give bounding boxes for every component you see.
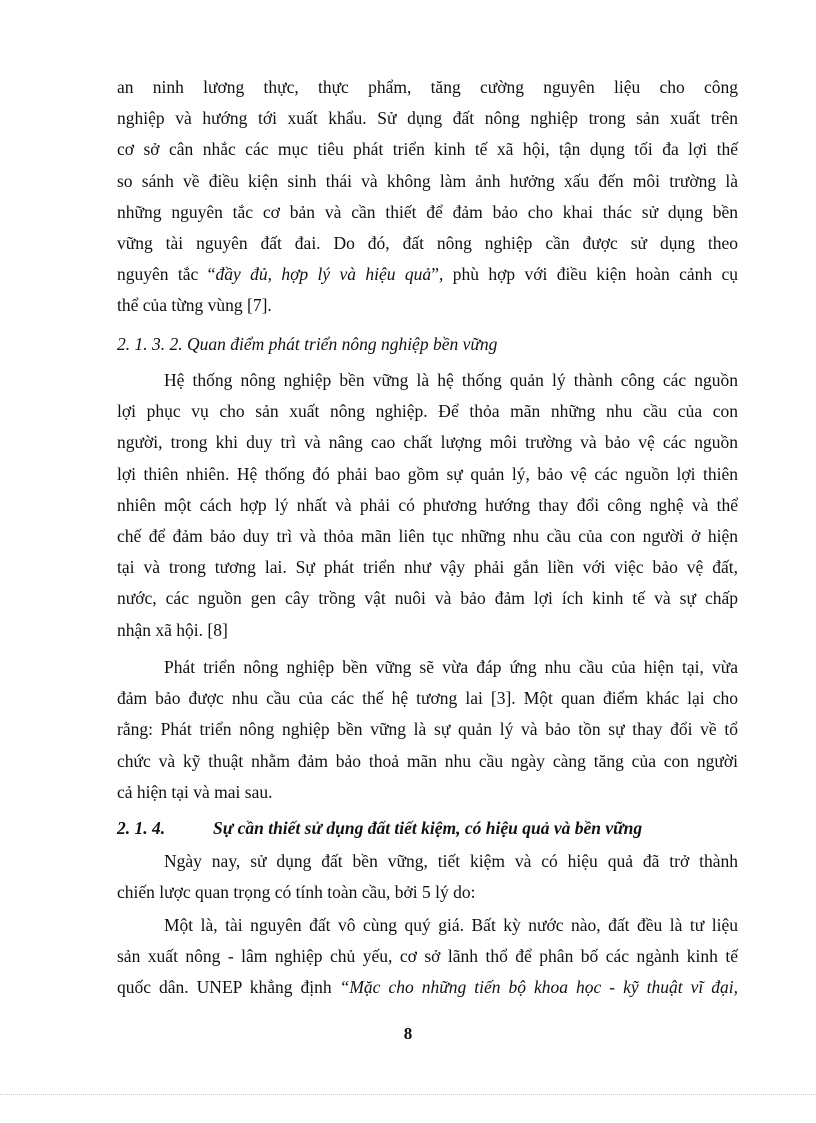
text-line: chế để đảm bảo duy trì và thỏa mãn liên tục những nhu cầu của con người ở hiện — [117, 525, 738, 546]
text-line: lợi phục vụ cho sản xuất nông nghiệp. Để thỏa mãn những nhu cầu của con — [117, 401, 738, 422]
text-line: sản xuất nông - lâm nghiệp chủ yếu, cơ sở lãnh thổ để phân bố các ngành kinh tế — [117, 946, 738, 967]
text-line: những nguyên tắc cơ bản và cần thiết để đảm bảo cho khai thác sử dụng bền — [117, 201, 738, 222]
text-run: quốc dân. UNEP khẳng định — [117, 977, 340, 998]
italic-quote: đầy đủ, hợp lý và hiệu quả — [215, 264, 432, 285]
section-heading-2-1-3-2: 2. 1. 3. 2. Quan điểm phát triển nông nghiệp bền vững — [117, 334, 498, 354]
text-line — [117, 972, 738, 1003]
text-line: đảm bảo được nhu cầu của các thế hệ tương lai [3]. Một quan điểm khác lại cho — [117, 688, 738, 709]
text-line: chức và kỹ thuật nhằm đảm bảo thoả mãn nhu cầu ngày càng tăng của con người — [117, 750, 738, 771]
text-line: chiến lược quan trọng có tính toàn cầu, bởi 5 lý do: — [117, 882, 476, 903]
page-bottom-divider — [0, 1094, 816, 1095]
paragraph-sustainable-development — [117, 652, 738, 808]
text-run: ”, phù hợp với điều kiện hoàn cảnh cụ — [431, 264, 739, 285]
text-line: tại và trong tương lai. Sự phát triển như vậy phải gắn liền với việc bảo vệ đất, — [117, 557, 738, 578]
text-line: lợi thiên nhiên. Hệ thống đó phải bao gồm sự quản lý, bảo vệ các nguồn lợi thiên — [117, 463, 738, 484]
text-line: Một là, tài nguyên đất vô cùng quý giá. Bất kỳ nước nào, đất đều là tư liệu — [164, 915, 738, 935]
text-line: nghiệp và hướng tới xuất khẩu. Sử dụng đất nông nghiệp trong sản xuất trên — [117, 108, 738, 129]
page-number: 8 — [403, 1024, 413, 1043]
text-line: nhận xã hội. [8] — [117, 619, 228, 640]
text-line: thể của từng vùng [7]. — [117, 295, 272, 316]
italic-quote: “Mặc cho những tiến bộ khoa học - kỹ thuật vĩ đại, — [339, 977, 738, 998]
section-title: Sự cần thiết sử dụng đất tiết kiệm, có hiệu quả và bền vững — [213, 818, 643, 838]
text-line: người, trong khi duy trì và nâng cao chất lượng môi trường và bảo vệ các nguồn — [117, 432, 738, 453]
text-line: an ninh lương thực, thực phẩm, tăng cường nguyên liệu cho công — [117, 77, 738, 97]
text-line: Ngày nay, sử dụng đất bền vững, tiết kiệm và có hiệu quả đã trở thành — [164, 851, 738, 871]
paragraph-five-reasons — [117, 846, 738, 908]
text-line: Hệ thống nông nghiệp bền vững là hệ thống quản lý thành công các nguồn — [164, 370, 738, 390]
text-line: cả hiện tại và mai sau. — [117, 781, 273, 802]
paragraph-reason-one — [117, 910, 738, 1004]
text-line: so sánh về điều kiện sinh thái và không làm ảnh hưởng xấu đến môi trường là — [117, 170, 738, 191]
text-line: Phát triển nông nghiệp bền vững sẽ vừa đáp ứng nhu cầu của hiện tại, vừa — [164, 657, 738, 677]
paragraph-food-security — [117, 72, 738, 322]
section-number: 2. 1. 4. — [117, 818, 166, 838]
section-heading-2-1-4 — [117, 818, 717, 839]
text-line — [117, 259, 738, 290]
text-line: nước, các nguồn gen cây trồng vật nuôi và bảo đảm lợi ích kinh tế và sự chấp — [117, 588, 738, 609]
text-line: vững tài nguyên đất đai. Do đó, đất nông nghiệp cần được sử dụng theo — [117, 232, 738, 253]
text-line: nhiên một cách hợp lý nhất và phải có phương hướng thay đổi công nghệ và thể — [117, 494, 738, 515]
text-run: nguyên tắc “ — [117, 264, 216, 285]
paragraph-sustainable-system — [117, 365, 738, 646]
text-line: rằng: Phát triển nông nghiệp bền vững là sự quản lý và bảo tồn sự thay đổi về tổ — [117, 719, 738, 740]
text-line: cơ sở cân nhắc các mục tiêu phát triển kinh tế xã hội, tận dụng tối đa lợi thế — [117, 139, 738, 160]
